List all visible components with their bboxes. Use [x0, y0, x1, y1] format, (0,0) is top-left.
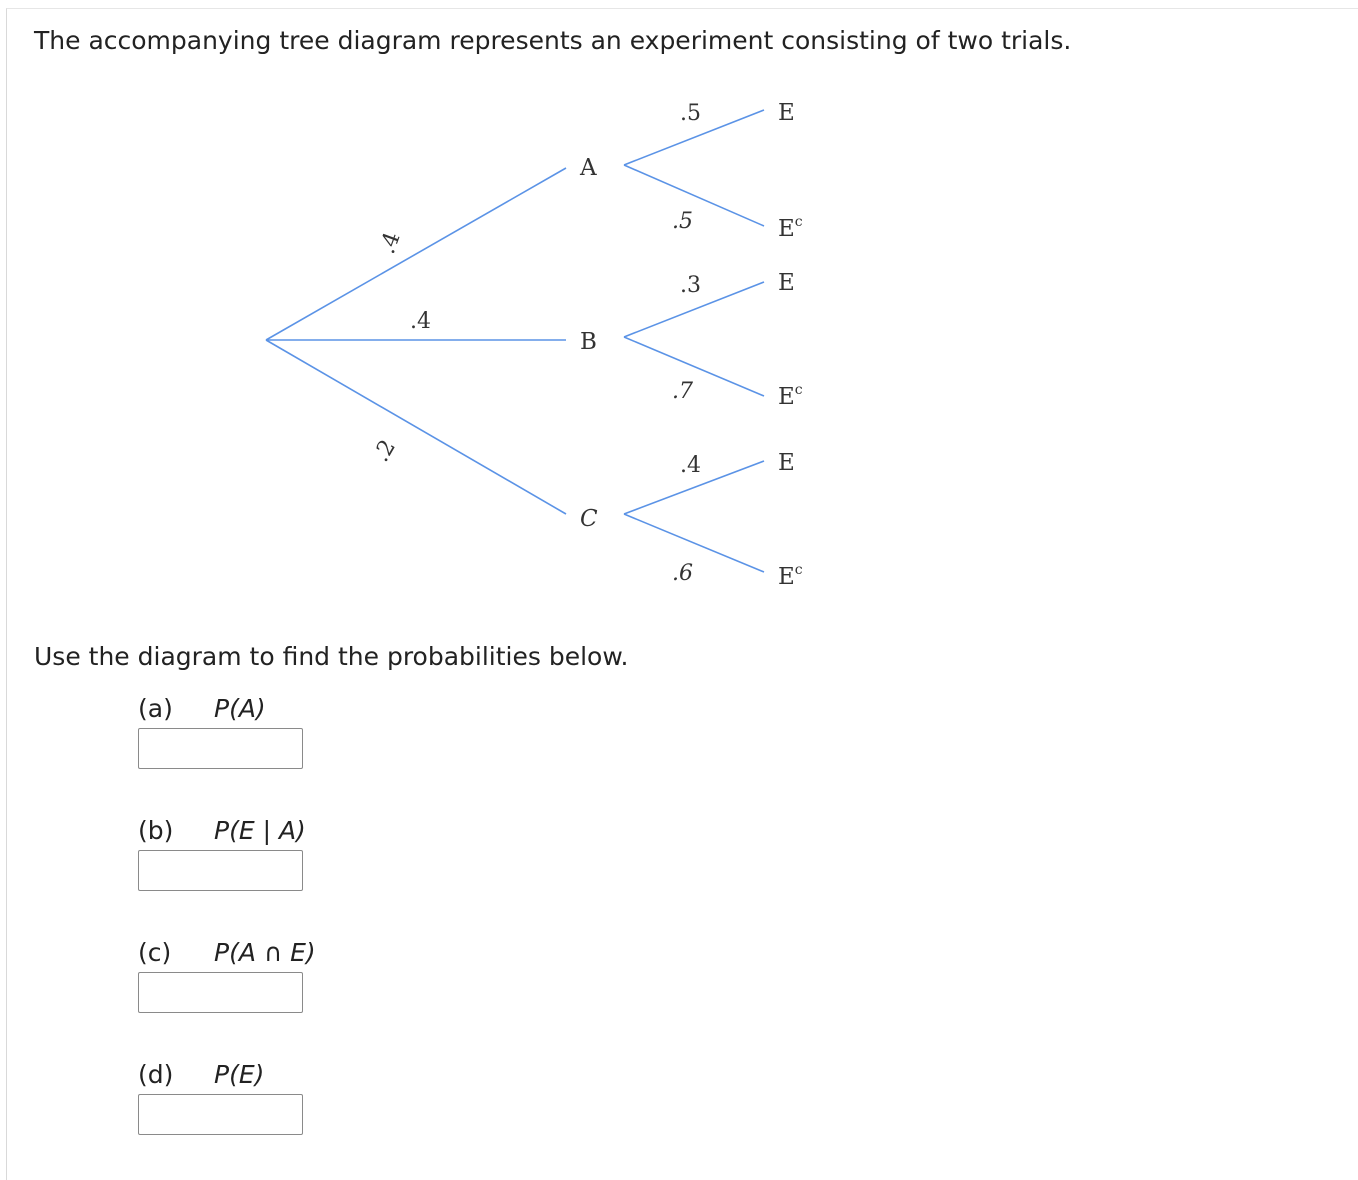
- question-tag: (b): [138, 816, 174, 845]
- leaf-B-Ec: $E^c$: [778, 382, 803, 410]
- prob-root-B: .4: [410, 309, 431, 334]
- prob-root-C: .2: [368, 435, 401, 467]
- answer-input-d[interactable]: [138, 1094, 303, 1135]
- leaf-C-E: E: [778, 450, 795, 476]
- branch-root-C: [266, 340, 566, 514]
- node-C: C: [580, 506, 598, 532]
- leaf-A-E: E: [778, 100, 795, 126]
- prob-root-A: .4: [374, 228, 406, 258]
- leaf-C-Ec: $E^c$: [778, 562, 803, 590]
- question-a: [138, 694, 538, 784]
- leaf-B-E: E: [778, 270, 795, 296]
- prob-B-Ec: .7: [672, 379, 693, 404]
- question-tag: (c): [138, 938, 172, 967]
- question-expression: P(A ∩ E): [214, 938, 316, 967]
- node-A: A: [580, 155, 597, 181]
- question-tag: (a): [138, 694, 173, 723]
- answer-input-a[interactable]: [138, 728, 303, 769]
- prob-C-Ec: .6: [672, 561, 693, 586]
- node-B: B: [580, 329, 597, 355]
- leaf-A-Ec: $E^c$: [778, 214, 803, 242]
- prob-C-E: .4: [680, 453, 701, 478]
- question-d: [138, 1060, 538, 1150]
- question-b: [138, 816, 538, 906]
- prob-A-E: .5: [680, 101, 701, 126]
- branch-A-Ec: [624, 165, 764, 226]
- intro-text: The accompanying tree diagram represents an experiment consisting of two trials.: [34, 26, 1072, 55]
- instruction-text: Use the diagram to find the probabilities below.: [34, 642, 629, 671]
- branch-B-Ec: [624, 337, 764, 396]
- question-expression: P(A): [214, 694, 266, 723]
- question-c: [138, 938, 538, 1028]
- question-expression: P(E): [214, 1060, 265, 1089]
- answer-input-b[interactable]: [138, 850, 303, 891]
- answer-input-c[interactable]: [138, 972, 303, 1013]
- question-expression: P(E | A): [214, 816, 306, 845]
- branch-C-Ec: [624, 514, 764, 572]
- prob-B-E: .3: [680, 273, 701, 298]
- question-tag: (d): [138, 1060, 174, 1089]
- prob-A-Ec: .5: [672, 209, 693, 234]
